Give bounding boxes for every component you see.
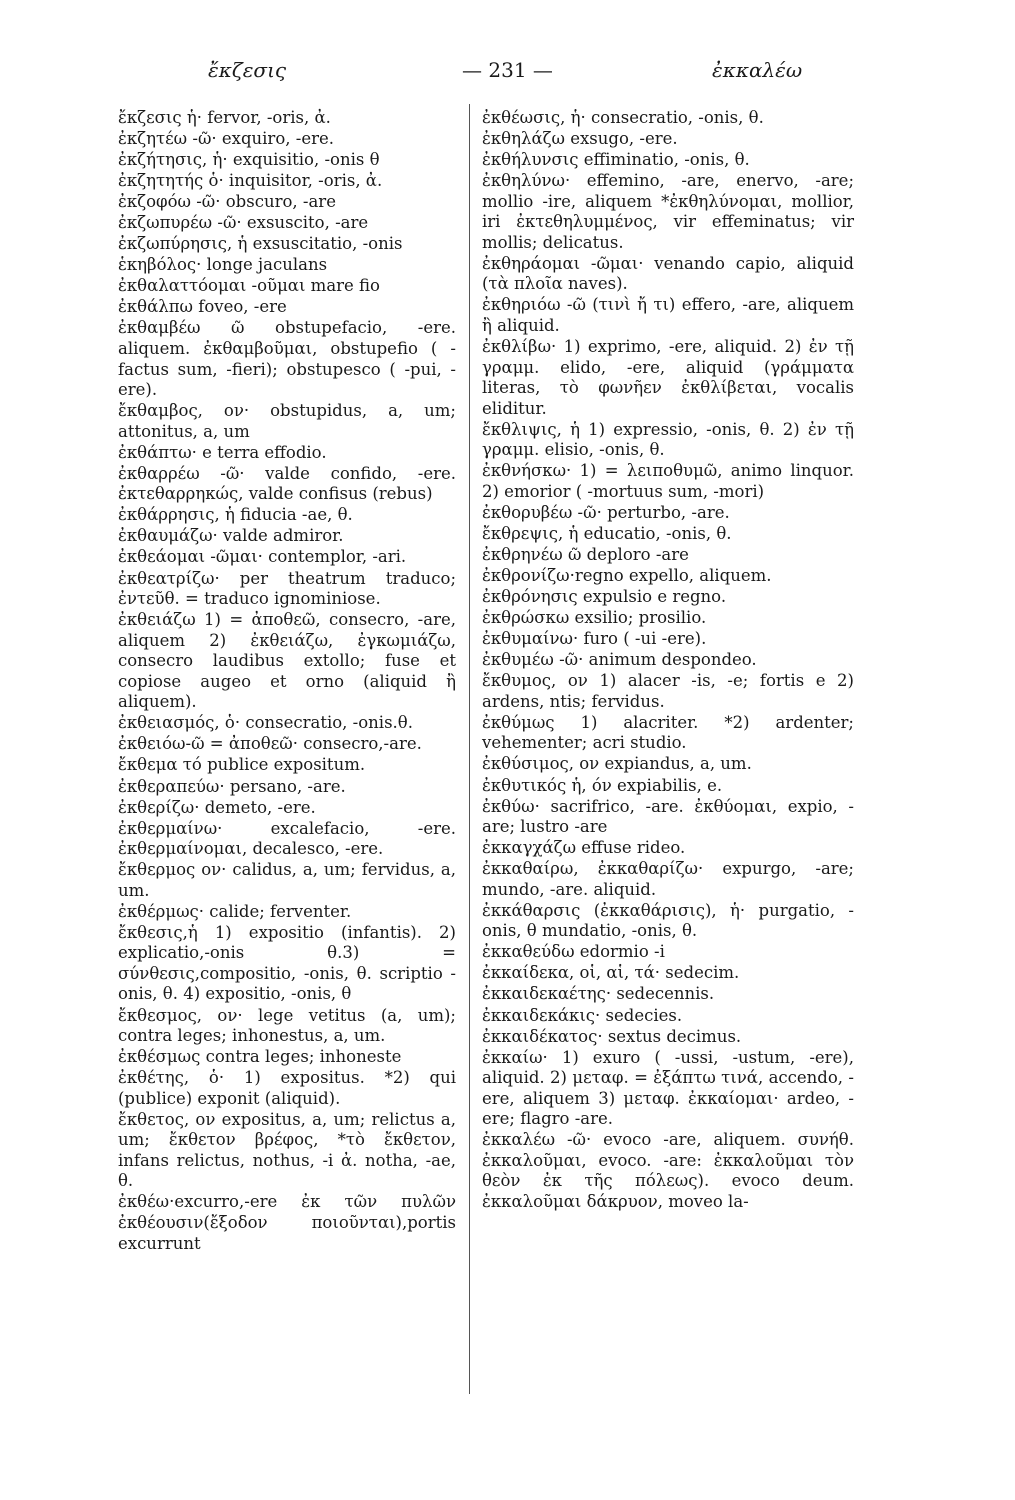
right-column (482, 108, 854, 1212)
dictionary-entry: ἐκθέω·excurro,-ere ἐκ τῶν πυλῶν ἐκθέουσιν(ἔξοδον ποιοῦνται),portis excurrunt (118, 1192, 456, 1253)
dictionary-entry: ἐκθερίζω· demeto, -ere. (118, 797, 316, 817)
dictionary-entry: ἐκθήλυνσις effiminatio, -onis, θ. (482, 150, 750, 170)
dictionary-entry: ἔκθετος, ον expositus, a, um; relictus a, um; ἔκθετον βρέφος, *τὸ ἔκθετον, infans relictus, nothus, -i ἀ. notha, -ae, θ. (118, 1109, 456, 1191)
dictionary-entry: ἔκθλιψις, ἡ 1) expressio, -onis, θ. 2) ἐν τῇ γραμμ. elisio, -onis, θ. (482, 419, 854, 460)
left-column (118, 108, 456, 1254)
dictionary-entry: ἐκθέσμως contra leges; inhoneste (118, 1047, 402, 1067)
dictionary-entry: ἐκθειόω-ῶ = ἀποθεῶ· consecro,-are. (118, 734, 422, 754)
dictionary-entry: ἐκθάλπω foveo, -ere (118, 297, 287, 317)
dictionary-entry: ἑκηβόλος· longe jaculans (118, 255, 328, 275)
dictionary-entry: ἐκκαγχάζω effuse rideo. (482, 838, 686, 858)
dictionary-entry: ἐκθαμβέω ῶ obstupefacio, -ere. aliquem. ἐκθαμβοῦμαι, obstupefio ( -factus sum, -fieri); obstupesco ( -pui, -ere). (118, 318, 456, 400)
dictionary-entry: ἐκθρόνησις expulsio e regno. (482, 587, 727, 607)
dictionary-entry: ἐκθηριόω -ῶ (τινὶ ἤ τι) effero, -are, aliquem ἢ aliquid. (482, 295, 854, 335)
dictionary-entry: ἐκκάθαρσις (ἐκκαθάρισις), ἡ· purgatio, -onis, θ mundatio, -onis, θ. (482, 900, 854, 941)
dictionary-entry: ἐκκαιδεκάκις· sedecies. (482, 1005, 683, 1025)
dictionary-entry: ἐκκαθεύδω edormio -i (482, 942, 665, 962)
dictionary-entry: ἐκθύμως 1) alacriter. *2) ardenter; vehementer; acri studio. (482, 712, 854, 753)
dictionary-entry: ἔκθεσις,ἡ 1) expositio (infantis). 2) explicatio,-onis θ.3) = σύνθεσις,compositio, -onis, θ. scriptio -onis, θ. 4) expositio, -onis, θ (118, 922, 456, 1004)
dictionary-entry: ἐκθεατρίζω· per theatrum traduco; ἐντεῦθ. = traduco ignominiose. (118, 568, 456, 609)
header-right-guideword: ἐκκαλέω (712, 58, 803, 82)
dictionary-entry: ἐκθαυμάζω· valde admiror. (118, 526, 344, 546)
dictionary-entry: ἐκθειάζω 1) = ἀποθεῶ, consecro, -are, aliquem 2) ἐκθειάζω, ἐγκωμιάζω, consecro laudibus extollo; fuse et copiose augeo et orno (aliquid ἢ aliquem). (118, 610, 456, 712)
dictionary-entry: ἐκκαίω· 1) exuro ( -ussi, -ustum, -ere), aliquid. 2) μεταφ. = ἐξάπτω τινά, accendo, -ere, aliquem 3) μεταφ. ἐκκαίομαι· ardeo, -ere; flagro -are. (482, 1047, 854, 1129)
dictionary-entry: ἔκθυμος, ον 1) alacer -is, -e; fortis e 2) ardens, ntis; fervidus. (482, 671, 854, 711)
dictionary-entry: ἐκθύσιμος, ον expiandus, a, um. (482, 754, 752, 774)
dictionary-entry: ἐκζοφόω -ῶ· obscuro, -are (118, 192, 336, 212)
dictionary-entry: ἐκθειασμός, ὁ· consecratio, -onis.θ. (118, 713, 413, 733)
dictionary-entry: ἐκθηράομαι -ῶμαι· venando capio, aliquid (τὰ πλοῖα naves). (482, 253, 854, 294)
dictionary-entry: ἐκθεάομαι -ῶμαι· contemplor, -ari. (118, 547, 407, 567)
dictionary-entry: ἐκζωπυρέω -ῶ· exsuscito, -are (118, 213, 369, 233)
dictionary-entry: ἐκθαρρέω -ῶ· valde confido, -ere. ἐκτεθαρρηκώς, valde confisus (rebus) (118, 463, 456, 504)
dictionary-entry: ἔκθρεψις, ἡ educatio, -onis, θ. (482, 523, 732, 543)
dictionary-entry: ἐκθερμαίνω· excalefacio, -ere. ἐκθερμαίνομαι, decalesco, -ere. (118, 818, 456, 859)
dictionary-entry: ἐκθυτικός ἡ, όν expiabilis, e. (482, 775, 723, 795)
dictionary-entry: ἐκκαθαίρω, ἐκκαθαρίζω· expurgo, -are; mundo, -are. aliquid. (482, 859, 854, 899)
dictionary-entry: ἐκθρώσκω exsilio; prosilio. (482, 608, 707, 628)
dictionary-entry: ἐκθάρρησις, ἡ fiducia -ae, θ. (118, 505, 353, 525)
dictionary-entry: ἔκθερμος ον· calidus, a, um; fervidus, a, um. (118, 860, 456, 900)
dictionary-entry: ἐκθάπτω· e terra effodio. (118, 442, 327, 462)
dictionary-entry: ἐκζητέω -ῶ· exquiro, -ere. (118, 129, 334, 149)
running-header (0, 58, 1015, 92)
dictionary-entry: ἐκκαλέω -ῶ· evoco -are, aliquem. συνήθ. ἐκκαλοῦμαι, evoco. -are: ἐκκαλοῦμαι τὸν θεὸν ἐκ τῆς πόλεως). evoco deum. ἐκκαλοῦμαι δάκρυον, moveo la- (482, 1130, 854, 1211)
column-divider (469, 104, 470, 1394)
dictionary-entry: ἐκθηλύνω· effemino, -are, enervo, -are; mollio -ire, aliquem *ἐκθηλύνομαι, mollior, iri ἐκτεθηλυμμένος, vir effeminatus; vir mollis; delicatus. (482, 171, 854, 252)
dictionary-entry: ἔκθεμα τό publice expositum. (118, 755, 366, 775)
dictionary-entry: ἐκθλίβω· 1) exprimo, -ere, aliquid. 2) ἐν τῇ γραμμ. elido, -ere, aliquid (γράμματα literas, τὸ φωνῆεν ἐκθλίβεται, vocalis eliditur. (482, 337, 854, 418)
dictionary-entry: ἐκθηλάζω exsugo, -ere. (482, 129, 678, 149)
dictionary-entry: ἐκθέωσις, ἡ· consecratio, -onis, θ. (482, 108, 764, 127)
dictionary-entry: ἐκζωπύρησις, ἡ exsuscitatio, -onis (118, 234, 403, 254)
dictionary-entry: ἐκκαιδέκατος· sextus decimus. (482, 1026, 742, 1046)
dictionary-entry: ἐκθρονίζω·regno expello, aliquem. (482, 566, 772, 586)
dictionary-entry: ἐκζητητής ὁ· inquisitor, -oris, ἀ. (118, 171, 383, 191)
dictionary-entry: ἐκθορυβέω -ῶ· perturbo, -are. (482, 502, 730, 522)
dictionary-entry: ἐκθυμέω -ῶ· animum despondeo. (482, 650, 757, 670)
dictionary-entry: ἐκκαιδεκαέτης· sedecennis. (482, 984, 715, 1004)
dictionary-entry: ἔκζεσις ἡ· fervor, -oris, ἀ. (118, 108, 331, 127)
dictionary-entry: ἐκθύω· sacrifrico, -are. ἐκθύομαι, expio, -are; lustro -are (482, 796, 854, 837)
dictionary-entry: ἐκθαλαττόομαι -οῦμαι mare fio (118, 276, 380, 296)
header-left-guideword: ἔκζεσις (208, 58, 287, 82)
dictionary-entry: ἐκκαίδεκα, οἱ, αἱ, τά· sedecim. (482, 963, 740, 983)
dictionary-entry: ἐκζήτησις, ἡ· exquisitio, -onis θ (118, 150, 380, 170)
dictionary-entry: ἐκθνήσκω· 1) = λειποθυμῶ, animo linquor. 2) emorior ( -mortuus sum, -mori) (482, 461, 854, 501)
dictionary-entry: ἔκθαμβος, ον· obstupidus, a, um; attonitus, a, um (118, 401, 456, 441)
dictionary-entry: ἐκθέτης, ὁ· 1) expositus. *2) qui (publice) exponit (aliquid). (118, 1068, 456, 1108)
dictionary-entry: ἐκθυμαίνω· furo ( -ui -ere). (482, 629, 707, 649)
page-number: — 231 — (462, 58, 553, 82)
dictionary-entry: ἔκθεσμος, ον· lege vetitus (a, um); contra leges; inhonestus, a, um. (118, 1005, 456, 1046)
dictionary-entry: ἐκθέρμως· calide; ferventer. (118, 901, 352, 921)
dictionary-entry: ἐκθρηνέω ῶ deploro -are (482, 544, 689, 564)
dictionary-entry: ἐκθεραπεύω· persano, -are. (118, 776, 346, 796)
